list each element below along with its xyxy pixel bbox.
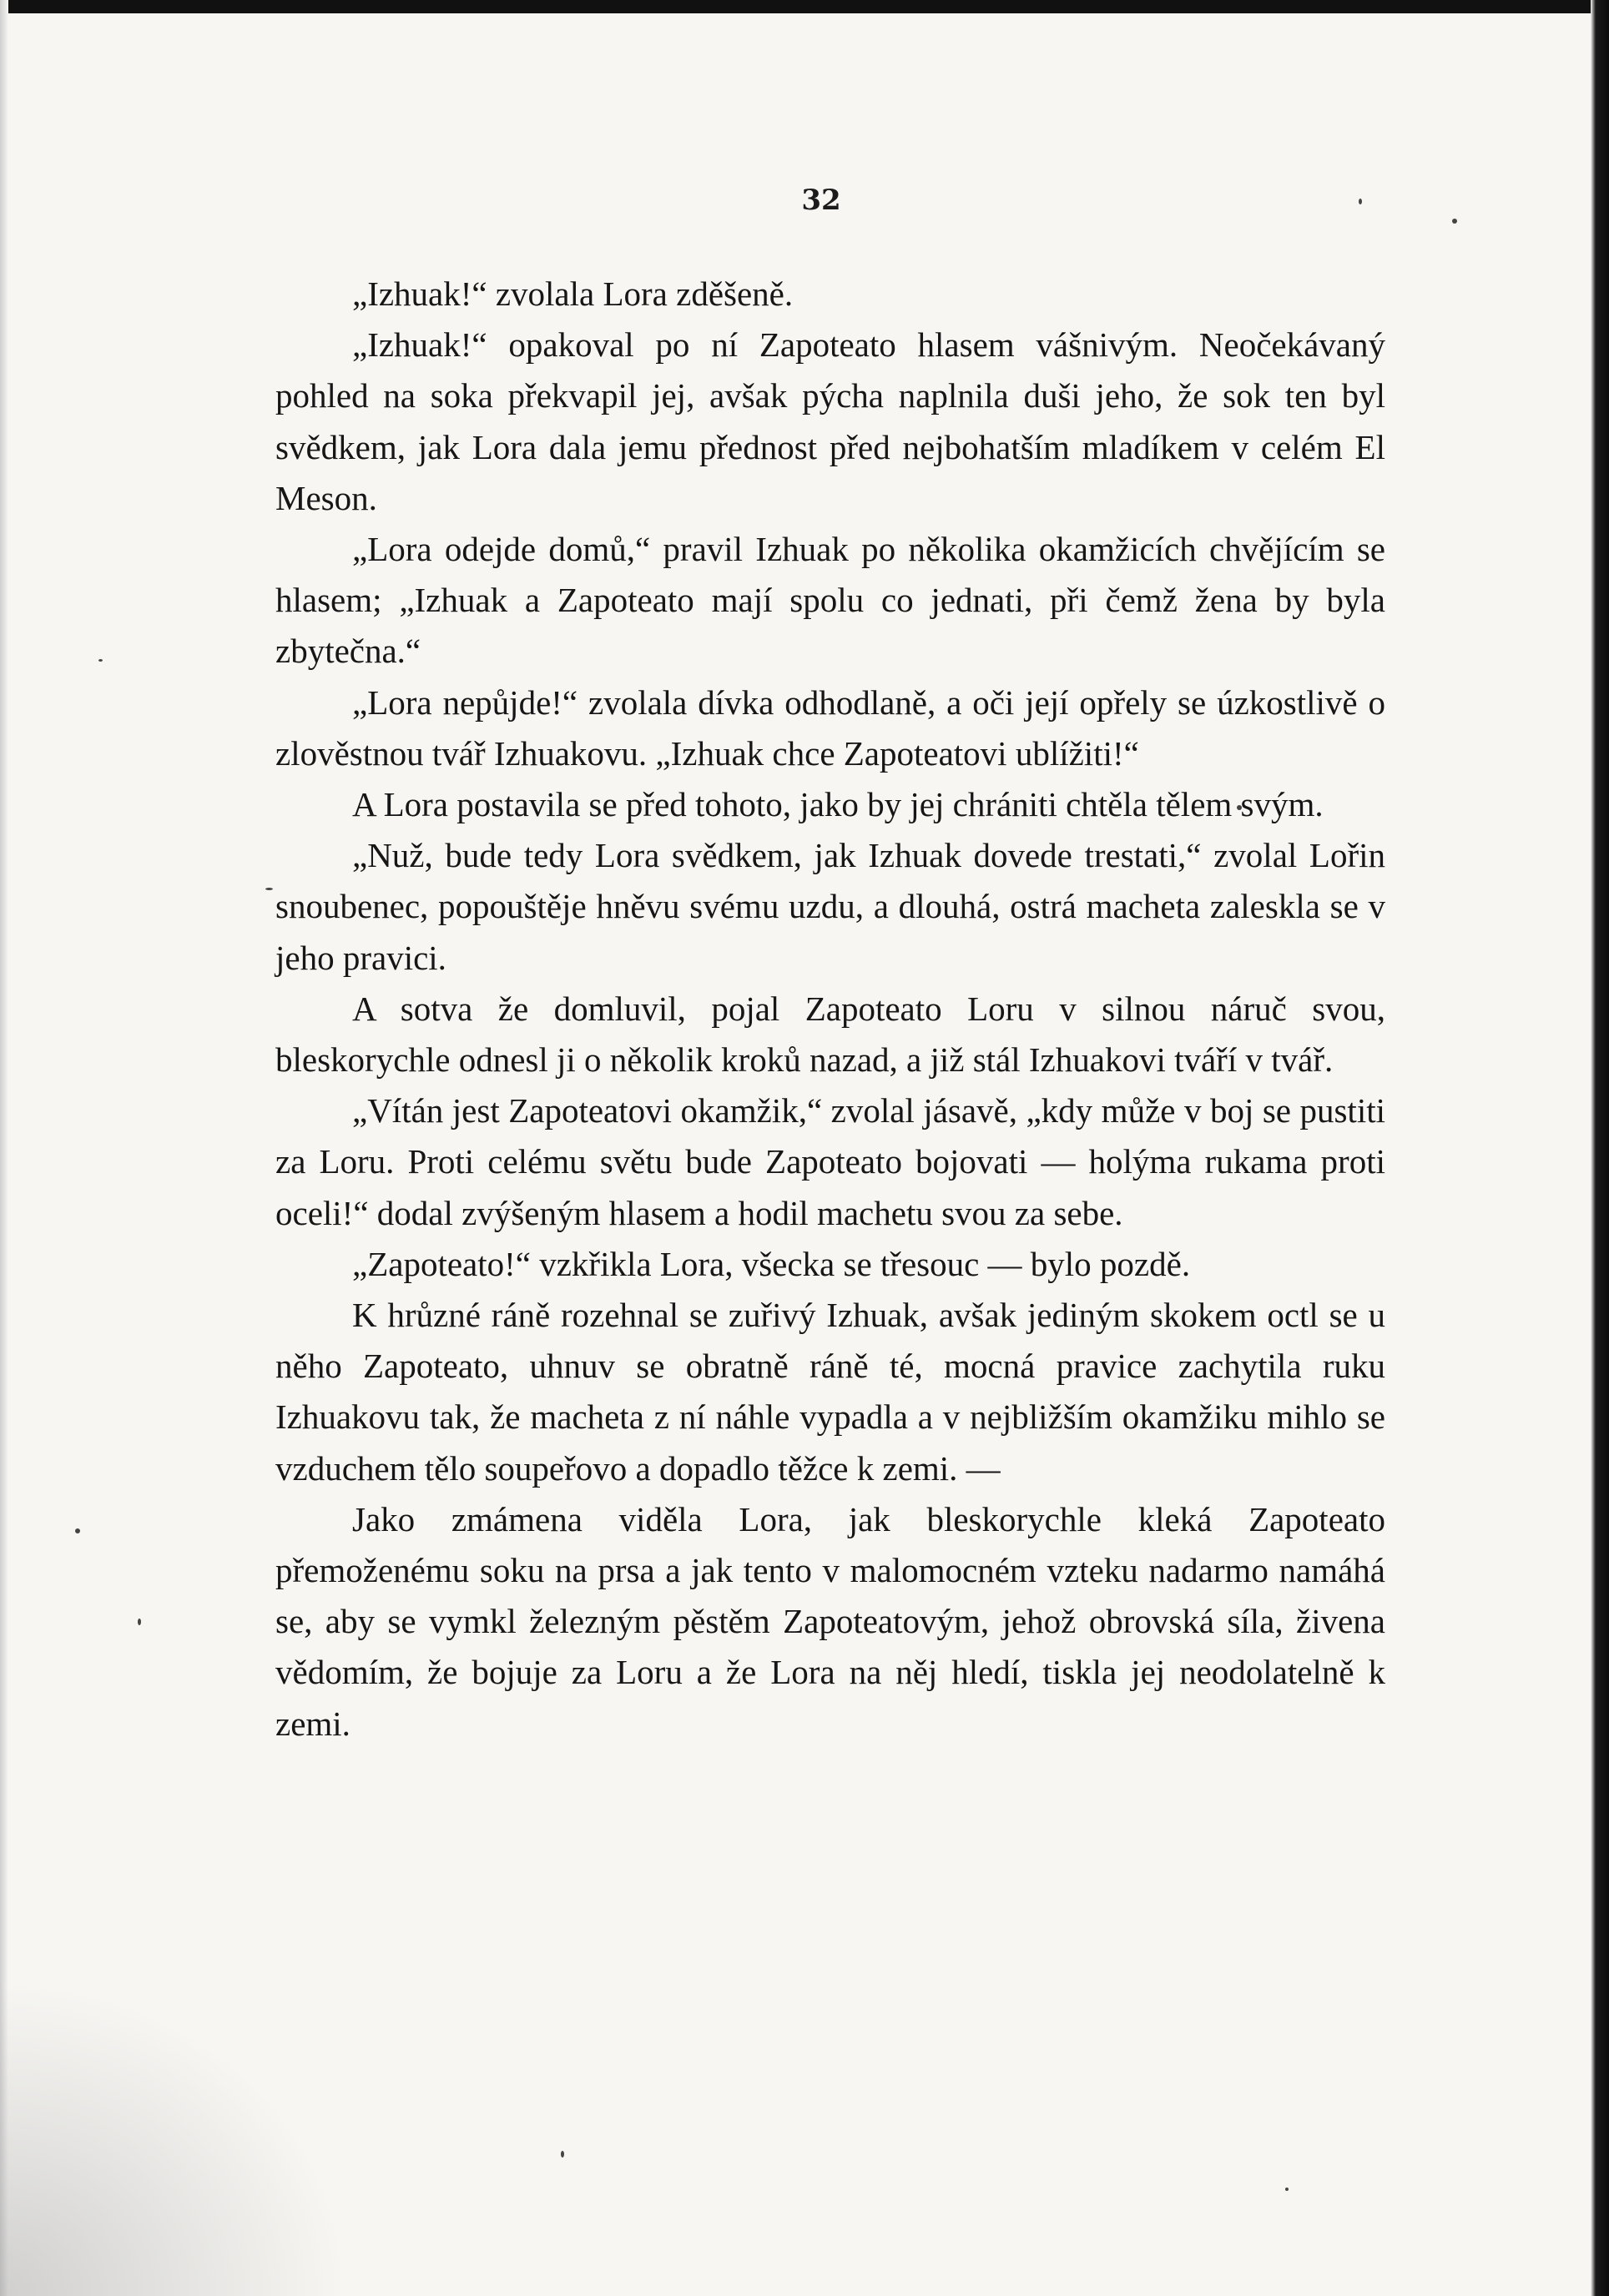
paragraph: „Lora odejde domů,“ pravil Izhuak po několika okamžicích chvějícím se hlasem; „Izhuak a Zapoteato mají spolu co jednati, při čemž žena by byla zbytečna.“ — [275, 530, 1385, 671]
paragraph: „Vítán jest Zapoteatovi okamžik,“ zvolal jásavě, „kdy může v boj se pustiti za Loru. Proti celému světu bude Zapoteato bojovati — holýma rukama proti oceli!“ dodal zvýšeným hlasem a hodil machetu svou za sebe. — [275, 1091, 1385, 1232]
paragraph: „Lora nepůjde!“ zvolala dívka odhodlaně, a oči její opřely se úzkostlivě o zlověstnou tvář Izhuakovu. „Izhuak chce Zapoteatovi ublížiti!“ — [275, 682, 1385, 773]
paragraph: Jako zmámena viděla Lora, jak bleskorychle kleká Zapoteato přemoženému soku na prsa a jak tento v malomocném vzteku nadarmo namáhá se, aby se vymkl železným pěstěm Zapoteatovým, jehož obrovská síla, živena vědomím, že bojuje za Loru a že Lora na něj hledí, tiskla jej neodolatelně k zemi. — [275, 1499, 1385, 1743]
page-number: 32 — [801, 184, 841, 217]
paragraph: A sotva že domluvil, pojal Zapoteato Loru v silnou náruč svou, bleskorychle odnesl ji o několik kroků nazad, a již stál Izhuakovi tváří v tvář. — [275, 989, 1385, 1080]
scan-speck — [1452, 219, 1457, 224]
paragraph: „Izhuak!“ opakoval po ní Zapoteato hlasem vášnivým. Neočekávaný pohled na soka překvapil jej, avšak pýcha naplnila duši jeho, že sok ten byl svědkem, jak Lora dala jemu přednost před nejbohatším mladíkem v celém El Meson. — [275, 325, 1385, 517]
scan-speck — [1285, 2188, 1289, 2191]
scan-edge-left — [0, 0, 8, 2296]
paragraph: K hrůzné ráně rozehnal se zuřivý Izhuak, avšak jediným skokem octl se u něho Zapoteato, uhnuv se obratně ráně té, mocná pravice zachytila ruku Izhuakovu tak, že macheta z ní náhle vypadla a v nejbližším okamžiku mihlo se vzduchem tělo soupeřovo a dopadlo těžce k zemi. — — [275, 1296, 1385, 1488]
paragraph: „Izhuak!“ zvolala Lora zděšeně. — [352, 274, 794, 313]
scan-edge-right — [1591, 0, 1609, 2296]
scan-speck — [98, 659, 103, 662]
body-text — [275, 269, 1385, 1750]
paragraph: „Zapoteato!“ vzkřikla Lora, všecka se třesouc — bylo pozdě. — [352, 1244, 1191, 1283]
scan-corner-shade — [0, 1979, 351, 2296]
paragraph: „Nuž, bude tedy Lora svědkem, jak Izhuak dovede trestati,“ zvolal Lořin snoubenec, popouštěje hněvu svému uzdu, a dlouhá, ostrá macheta zaleskla se v jeho pravici. — [275, 836, 1385, 977]
scan-edge-top — [0, 0, 1609, 13]
scan-speck — [561, 2151, 564, 2158]
scan-speck — [75, 1528, 80, 1533]
scan-speck — [265, 888, 273, 890]
paragraph: A Lora postavila se před tohoto, jako by jej chrániti chtěla tělem svým. — [352, 785, 1324, 824]
scan-speck — [138, 1619, 141, 1625]
